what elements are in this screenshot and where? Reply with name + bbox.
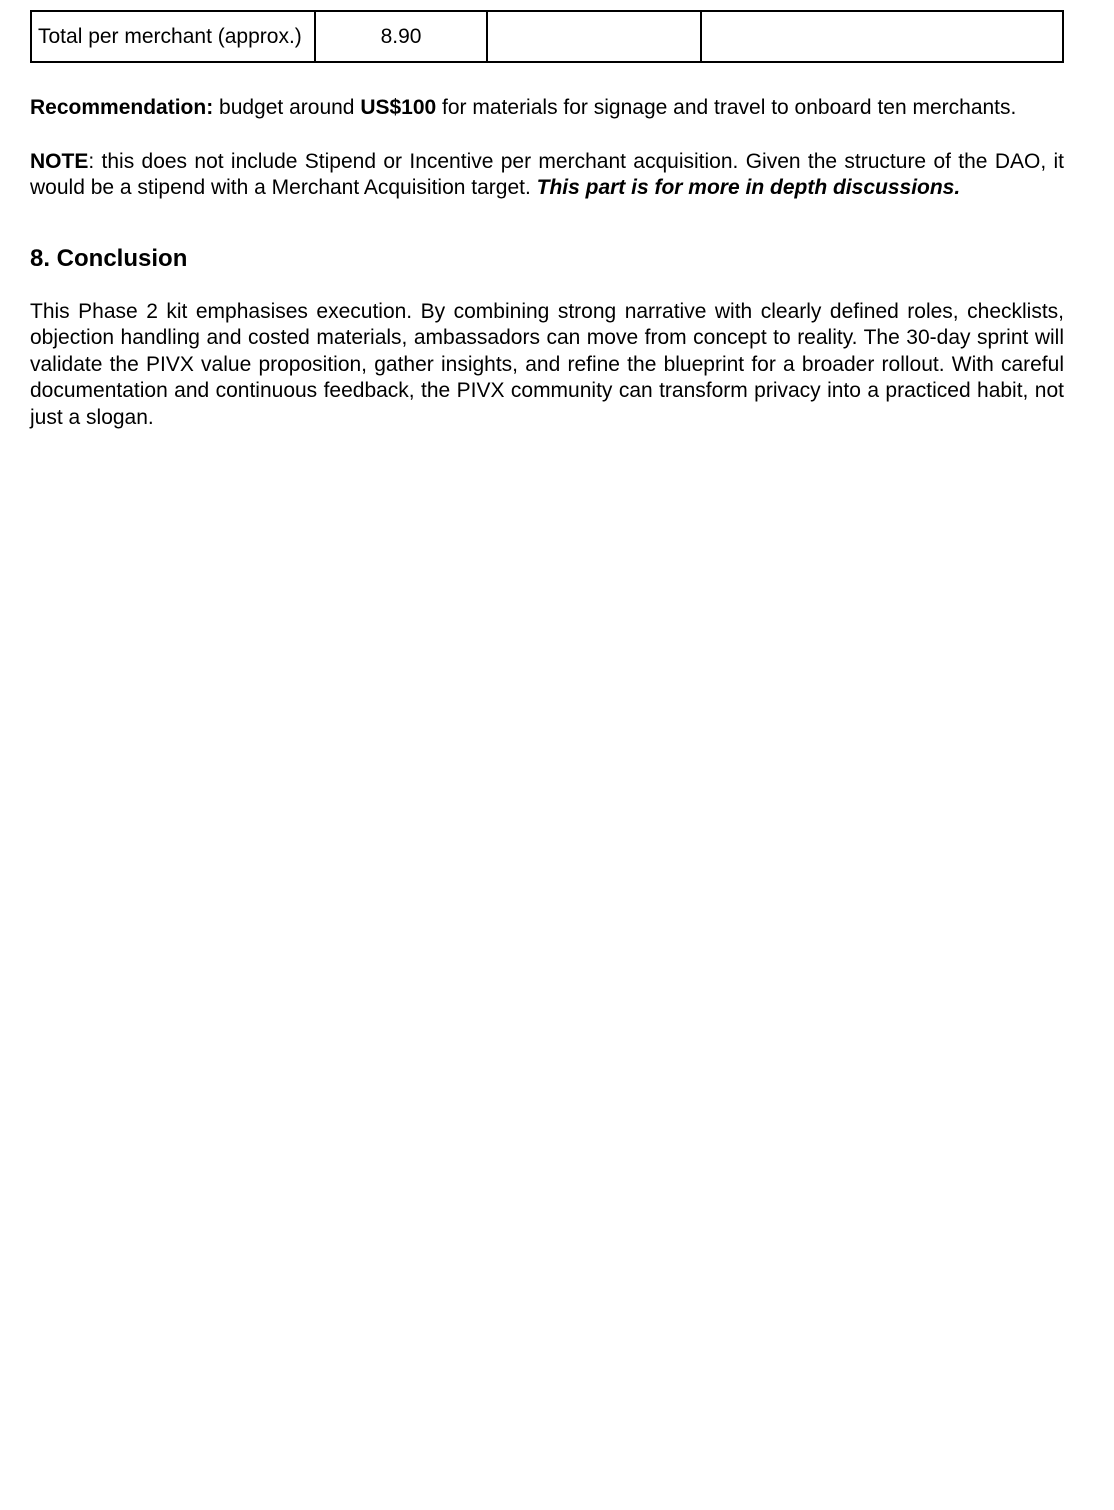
- recommendation-text: budget around: [213, 96, 361, 119]
- table-cell-empty: [701, 11, 1063, 62]
- document-page: [30, 10, 1064, 431]
- conclusion-paragraph: This Phase 2 kit emphasises execution. By combining strong narrative with clearly defined roles, checklists, objection handling and costed materials, ambassadors can move from concept to reality. The 30‑day sprint will validate the PIVX value proposition, gather insights, and refine the blueprint for a broader rollout. With careful documentation and continuous feedback, the PIVX community can transform privacy into a practiced habit, not just a slogan.: [30, 299, 1064, 429]
- recommendation-text-end: for materials for signage and travel to onboard ten merchants.: [436, 96, 1017, 119]
- table-cell-empty: [487, 11, 701, 62]
- table-cell-label: Total per merchant (approx.): [31, 11, 315, 62]
- note-text: : this does not include Stipend or Incentive per merchant acquisition. Given the structure of the DAO, it would be a stipend with a Merchant Acquisition target.: [30, 149, 1064, 199]
- table-row-total: [31, 11, 1063, 62]
- table-cell-value: 8.90: [315, 11, 487, 62]
- section-heading: 8. Conclusion: [30, 244, 188, 272]
- cost-table: [30, 10, 1064, 63]
- note-label: NOTE: [30, 149, 89, 173]
- recommendation-label: Recommendation:: [30, 96, 214, 119]
- budget-amount: US$100: [360, 96, 437, 119]
- recommendation-paragraph: [30, 95, 1064, 122]
- note-paragraph: [30, 149, 1064, 202]
- note-emphasis: This part is for more in depth discussions.: [536, 176, 961, 199]
